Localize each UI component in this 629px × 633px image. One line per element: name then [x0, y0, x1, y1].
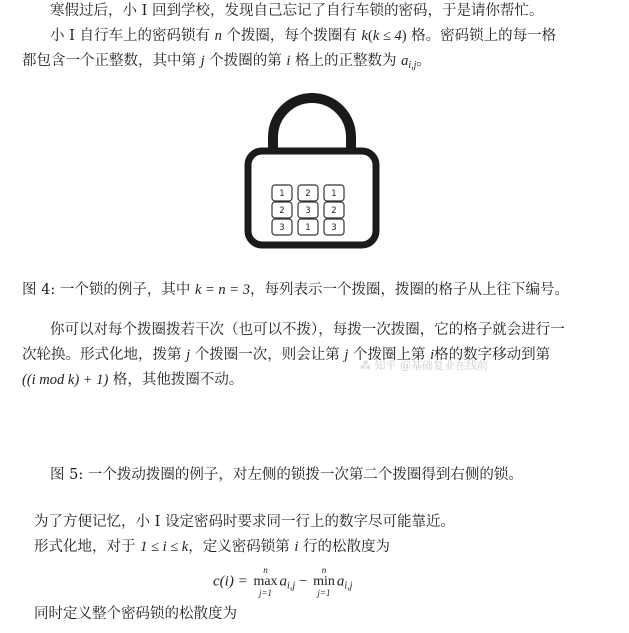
min-symbol: min — [313, 574, 335, 589]
var-i: i — [430, 347, 435, 363]
p2-text-1: 小 I 自行车上的密码锁有 — [50, 28, 210, 44]
max-operator — [253, 566, 277, 598]
min-lower-limit: j=1 — [317, 588, 331, 598]
paragraph-3-line-1 — [50, 320, 565, 340]
formula-lhs: c(i) = — [213, 573, 248, 590]
figure-4-caption — [22, 280, 569, 300]
p3-text-3: 个拨圈一次，则会让第 — [194, 347, 340, 363]
var-i: i — [286, 53, 291, 69]
dial-columns — [272, 185, 344, 235]
figure-4-equation: k = n = 3 — [194, 282, 250, 298]
p3-text-2: 次轮换。形式化地，拨第 — [22, 347, 182, 363]
figure-5-caption — [50, 465, 523, 485]
watermark: ⁂ 知乎 @基础复业在线前 — [360, 359, 488, 372]
looseness-formula — [213, 566, 352, 598]
p2-text-3: 格。密码锁上的每一格 — [411, 28, 557, 44]
paren-close: ) — [401, 28, 407, 44]
paragraph-1-text: 寒假过后，小 I 回到学校，发现自己忘记了自行车锁的密码，于是请你帮忙。 — [50, 3, 544, 19]
figure-5-label: 图 5: — [50, 467, 84, 483]
figure-4-label: 图 4: — [22, 282, 56, 298]
p4-text-2: 形式化地，对于 — [34, 539, 136, 555]
dial-cell-number: 1 — [331, 189, 337, 199]
p2-text-5: 个拨圈的第 — [209, 53, 282, 69]
mod-expression: ((i mod k) + 1) — [22, 372, 109, 388]
dial-cell-number: 2 — [305, 189, 311, 199]
var-n: n — [214, 28, 222, 44]
padlock-shackle — [273, 98, 351, 152]
paragraph-2-line-2 — [22, 51, 431, 76]
p4-text-4: 行的松散度为 — [303, 539, 390, 555]
var-j: j — [200, 53, 205, 69]
figure-4-text-1: 一个锁的例子，其中 — [59, 282, 191, 298]
dial-cell-number: 3 — [331, 223, 337, 233]
p3-text-1: 你可以对每个拨圈拨若干次（也可以不拨），每拨一次拨圈，它的格子就会进行一 — [50, 322, 565, 338]
dial-cell-number: 2 — [331, 206, 337, 216]
range-expression: 1 ≤ i ≤ k — [140, 539, 189, 555]
figure-5-text: 一个拨动拨圈的例子，对左侧的锁拨一次第二个拨圈得到右侧的锁。 — [87, 467, 523, 483]
dial-cell-number: 1 — [305, 223, 311, 233]
k-le-4: k ≤ 4 — [372, 28, 402, 44]
var-j: j — [186, 347, 191, 363]
minus-sign: − — [298, 573, 308, 590]
paragraph-2-line-1 — [50, 26, 556, 46]
p3-text-5: 格的数字移动到第 — [434, 347, 551, 363]
paragraph-1 — [50, 1, 543, 21]
formula-term-2-sub: i,j — [344, 580, 353, 592]
max-symbol: max — [253, 574, 278, 589]
p2-period: 。 — [416, 53, 431, 69]
p2-text-2: 个拨圈，每个拨圈有 — [226, 28, 357, 44]
figure-4-text-2: ，每列表示一个拨圈，拨圈的格子从上往下编号。 — [249, 282, 569, 298]
formula-term-1-sub: i,j — [287, 580, 296, 592]
p4-text-1: 为了方便记忆，小 I 设定密码时要求同一行上的数字尽可能靠近。 — [34, 514, 455, 530]
paragraph-3-line-3 — [22, 370, 243, 390]
max-lower-limit: j=1 — [258, 588, 273, 598]
p3-text-6: 格，其他拨圈不动。 — [112, 372, 244, 388]
dial-cell-number: 3 — [305, 206, 311, 216]
p3-text-4: 个拨圈上第 — [353, 347, 426, 363]
min-upper-limit: n — [321, 565, 327, 575]
dial-cell-number: 1 — [279, 189, 285, 199]
max-upper-limit: n — [263, 565, 268, 575]
paragraph-5 — [34, 604, 237, 624]
formula-term-1: a — [279, 573, 288, 590]
paren-open: ( — [367, 28, 373, 44]
p2-text-4: 都包含一个正整数，其中第 — [22, 53, 196, 69]
a-ij: a — [401, 53, 409, 69]
p4-text-3: ，定义密码锁第 — [188, 539, 290, 555]
var-j: j — [344, 347, 349, 363]
dial-cell-number: 2 — [279, 206, 285, 216]
p5-text: 同时定义整个密码锁的松散度为 — [34, 606, 237, 622]
a-ij-subscript: i,j — [408, 60, 417, 71]
min-operator — [313, 566, 335, 598]
p2-text-6: 格上的正整数为 — [295, 53, 397, 69]
paragraph-4-line-2 — [34, 537, 390, 557]
paragraph-4-line-1 — [34, 512, 455, 532]
var-k: k — [361, 28, 368, 44]
dial-cell-number: 3 — [279, 223, 285, 233]
var-i: i — [294, 539, 299, 555]
padlock-figure — [244, 92, 384, 250]
formula-term-2: a — [336, 573, 345, 590]
